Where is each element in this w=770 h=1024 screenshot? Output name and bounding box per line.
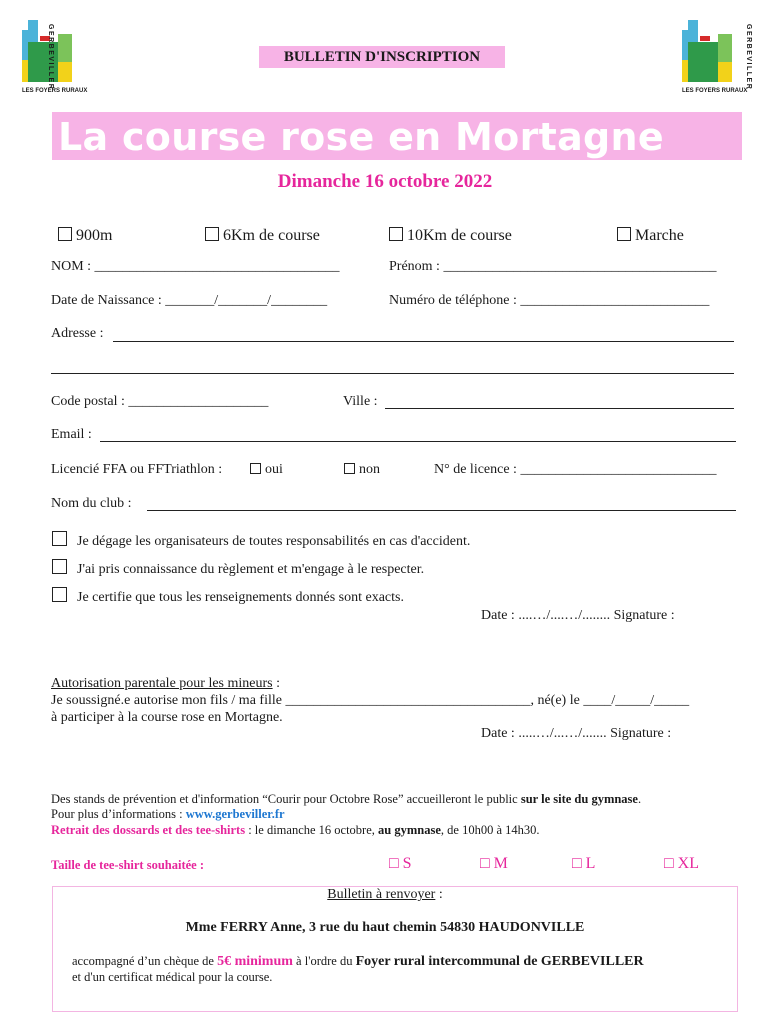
- checkbox[interactable]: [617, 227, 631, 241]
- stands-info: Des stands de prévention et d'information “Courir pour Octobre Rose” accueilleront le public sur le site du gymnase.: [51, 792, 642, 806]
- send-box: [52, 886, 738, 1012]
- event-title-band: [52, 112, 742, 160]
- cheque-info: accompagné d’un chèque de 5€ minimum à l'ordre du Foyer rural intercommunal de GERBEVILLER: [72, 954, 644, 969]
- postal-code-field[interactable]: Code postal : ____________________: [51, 394, 269, 409]
- event-date: Dimanche 16 octobre 2022: [277, 171, 493, 192]
- licence-number-field[interactable]: N° de licence : ____________________________: [434, 462, 717, 477]
- checkbox[interactable]: [58, 227, 72, 241]
- nom-field[interactable]: NOM : ___________________________________: [51, 259, 340, 274]
- race-option-6km[interactable]: 6Km de course: [205, 227, 320, 245]
- phone-field[interactable]: Numéro de téléphone : ___________________________: [389, 293, 710, 308]
- retrait-info: Retrait des dossards et des tee-shirts : le dimanche 16 octobre, au gymnase, de 10h00 à 14h30.: [51, 823, 540, 837]
- email-line[interactable]: [100, 441, 736, 442]
- more-info: Pour plus d’informations : www.gerbeviller.fr: [51, 807, 285, 821]
- declaration-text-2: J'ai pris connaissance du règlement et m'engage à le respecter.: [77, 562, 425, 577]
- tshirt-size-m[interactable]: □ M: [480, 855, 508, 872]
- certificat-info: et d'un certificat médical pour la course.: [72, 970, 273, 984]
- checkbox[interactable]: [344, 463, 355, 474]
- prenom-field[interactable]: Prénom : _______________________________________: [389, 259, 717, 274]
- send-address: Mme FERRY Anne, 3 rue du haut chemin 54830 HAUDONVILLE: [185, 920, 585, 935]
- email-label: Email :: [51, 427, 92, 442]
- address-line-1[interactable]: [113, 341, 734, 342]
- declaration-checkbox-3[interactable]: [52, 587, 67, 602]
- checkbox[interactable]: [250, 463, 261, 474]
- city-line[interactable]: [385, 408, 734, 409]
- declaration-checkbox-1[interactable]: [52, 531, 67, 546]
- declaration-text-3: Je certifie que tous les renseignements donnés sont exacts.: [77, 590, 404, 605]
- bulletin-title: BULLETIN D'INSCRIPTION: [283, 49, 481, 65]
- race-option-marche[interactable]: Marche: [617, 227, 684, 245]
- foyers-ruraux-logo-icon: [682, 20, 738, 98]
- logo-right: [682, 20, 738, 98]
- event-title: La course rose en Mortagne: [58, 115, 664, 159]
- tshirt-size-s[interactable]: □ S: [389, 855, 412, 872]
- parental-line-2: à participer à la course rose en Mortagne.: [51, 710, 283, 725]
- signature-line-1[interactable]: Date : ....…/....…/........ Signature :: [481, 608, 675, 623]
- declaration-checkbox-2[interactable]: [52, 559, 67, 574]
- parental-heading: Autorisation parentale pour les mineurs :: [51, 676, 280, 691]
- tshirt-size-l[interactable]: □ L: [572, 855, 596, 872]
- club-label: Nom du club :: [51, 496, 132, 511]
- checkbox[interactable]: [205, 227, 219, 241]
- tshirt-label: Taille de tee-shirt souhaitée :: [51, 858, 204, 872]
- licence-label: Licencié FFA ou FFTriathlon :: [51, 462, 223, 477]
- address-line-2[interactable]: [51, 373, 734, 374]
- race-option-900m[interactable]: 900m: [58, 227, 112, 245]
- address-label: Adresse :: [51, 326, 104, 341]
- city-label: Ville :: [343, 394, 378, 409]
- licence-non-option[interactable]: non: [344, 462, 380, 478]
- race-option-10km[interactable]: 10Km de course: [389, 227, 512, 245]
- logo-right-caption: LES FOYERS RURAUX: [682, 88, 748, 94]
- licence-oui-option[interactable]: oui: [250, 462, 283, 478]
- logo-left-vertical-text: GERBEVILLER: [47, 24, 54, 91]
- parental-line-1[interactable]: Je soussigné.e autorise mon fils / ma fille ___________________________________, né(e) le ____/_____/_____: [51, 693, 690, 708]
- signature-line-2[interactable]: Date : .....…/...…/....... Signature :: [481, 726, 672, 741]
- send-heading: Bulletin à renvoyer :: [327, 887, 443, 902]
- checkbox[interactable]: [389, 227, 403, 241]
- bulletin-header: [259, 46, 505, 68]
- club-line[interactable]: [147, 510, 736, 511]
- website-link[interactable]: www.gerbeviller.fr: [185, 807, 285, 821]
- declaration-text-1: Je dégage les organisateurs de toutes responsabilités en cas d'accident.: [77, 534, 471, 549]
- birthdate-field[interactable]: Date de Naissance : _______/_______/________: [51, 293, 328, 308]
- tshirt-size-xl[interactable]: □ XL: [664, 855, 699, 872]
- logo-left-caption: LES FOYERS RURAUX: [22, 88, 88, 94]
- logo-right-vertical-text: GERBEVILLER: [745, 24, 752, 91]
